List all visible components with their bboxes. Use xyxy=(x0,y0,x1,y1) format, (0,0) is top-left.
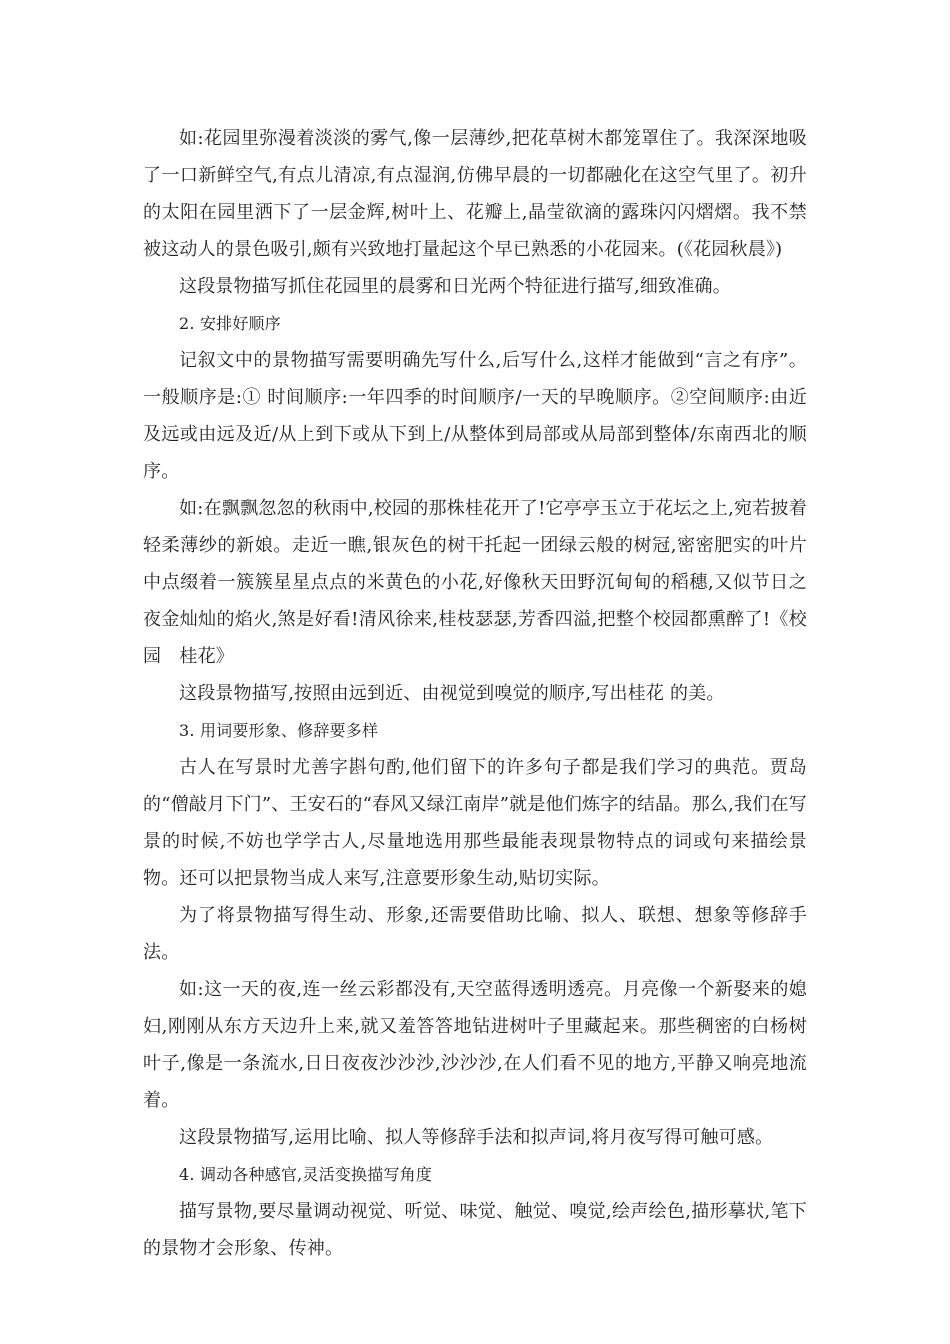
paragraph-comment-garden: 这段景物描写抓住花园里的晨雾和日光两个特征进行描写,细致准确。 xyxy=(179,276,731,297)
section-heading-wording: 3. 用词要形象、修辞要多样 xyxy=(179,721,379,740)
paragraph-example-osmanthus: 如:在飘飘忽忽的秋雨中,校园的那株桂花开了!它亭亭玉立于花坛之上,宛若披着轻柔薄纱的新娘。走近一瞧,银灰色的树干托起一团绿云般的树冠,密密肥实的叶片中点缀着一簇簇星星点点的米黄色的小花,好像秋天田野沉甸甸的稻穗,又似节日之夜金灿灿的焰火,煞是好看!清风徐来,桂枝瑟瑟,芳香四溢,把整个校园都熏醉了!《校园 桂花》 xyxy=(143,498,807,667)
paragraph-comment-osmanthus: 这段景物描写,按照由远到近、由视觉到嗅觉的顺序,写出桂花 的美。 xyxy=(179,683,725,704)
paragraph-example-moon-night: 如:这一天的夜,连一丝云彩都没有,天空蓝得透明透亮。月亮像一个新娶来的媳妇,刚刚从东方天边升上来,就又羞答答地钻进树叶子里藏起来。那些稠密的白杨树叶子,像是一条流水,日日夜夜沙沙沙,沙沙沙,在人们看不见的地方,平静又响亮地流着。 xyxy=(143,979,807,1111)
paragraph-order-explanation: 记叙文中的景物描写需要明确先写什么,后写什么,这样才能做到“言之有序”。一般顺序是:① 时间顺序:一年四季的时间顺序/一天的早晚顺序。②空间顺序:由近及远或由远及近/从上到下或从下到上/从整体到局部或从局部到整体/东南西北的顺序。 xyxy=(143,350,807,482)
paragraph-comment-moon-night: 这段景物描写,运用比喻、拟人等修辞手法和拟声词,将月夜写得可触可感。 xyxy=(179,1127,774,1148)
paragraph-senses-explanation: 描写景物,要尽量调动视觉、听觉、味觉、触觉、嗅觉,绘声绘色,描形摹状,笔下的景物才会形象、传神。 xyxy=(143,1201,807,1259)
paragraph-example-garden: 如:花园里弥漫着淡淡的雾气,像一层薄纱,把花草树木都笼罩住了。我深深地吸了一口新鲜空气,有点儿清凉,有点湿润,仿佛早晨的一切都融化在这空气里了。初升的太阳在园里洒下了一层金辉,树叶上、花瓣上,晶莹欲滴的露珠闪闪熠熠。我不禁被这动人的景色吸引,颇有兴致地打量起这个早已熟悉的小花园来。(《花园秋晨》) xyxy=(143,128,807,260)
paragraph-wording-explanation: 古人在写景时尤善字斟句酌,他们留下的许多句子都是我们学习的典范。贾岛的“僧敲月下门”、王安石的“春风又绿江南岸”就是他们炼字的结晶。那么,我们在写景的时候,不妨也学学古人,尽量地选用那些最能表现景物特点的词或句来描绘景物。还可以把景物当成人来写,注意要形象生动,贴切实际。 xyxy=(143,757,807,889)
section-heading-senses: 4. 调动各种感官,灵活变换描写角度 xyxy=(179,1165,433,1184)
paragraph-rhetoric-note: 为了将景物描写得生动、形象,还需要借助比喻、拟人、联想、想象等修辞手法。 xyxy=(143,905,807,963)
document-body xyxy=(143,120,807,1267)
section-heading-order: 2. 安排好顺序 xyxy=(179,314,281,333)
